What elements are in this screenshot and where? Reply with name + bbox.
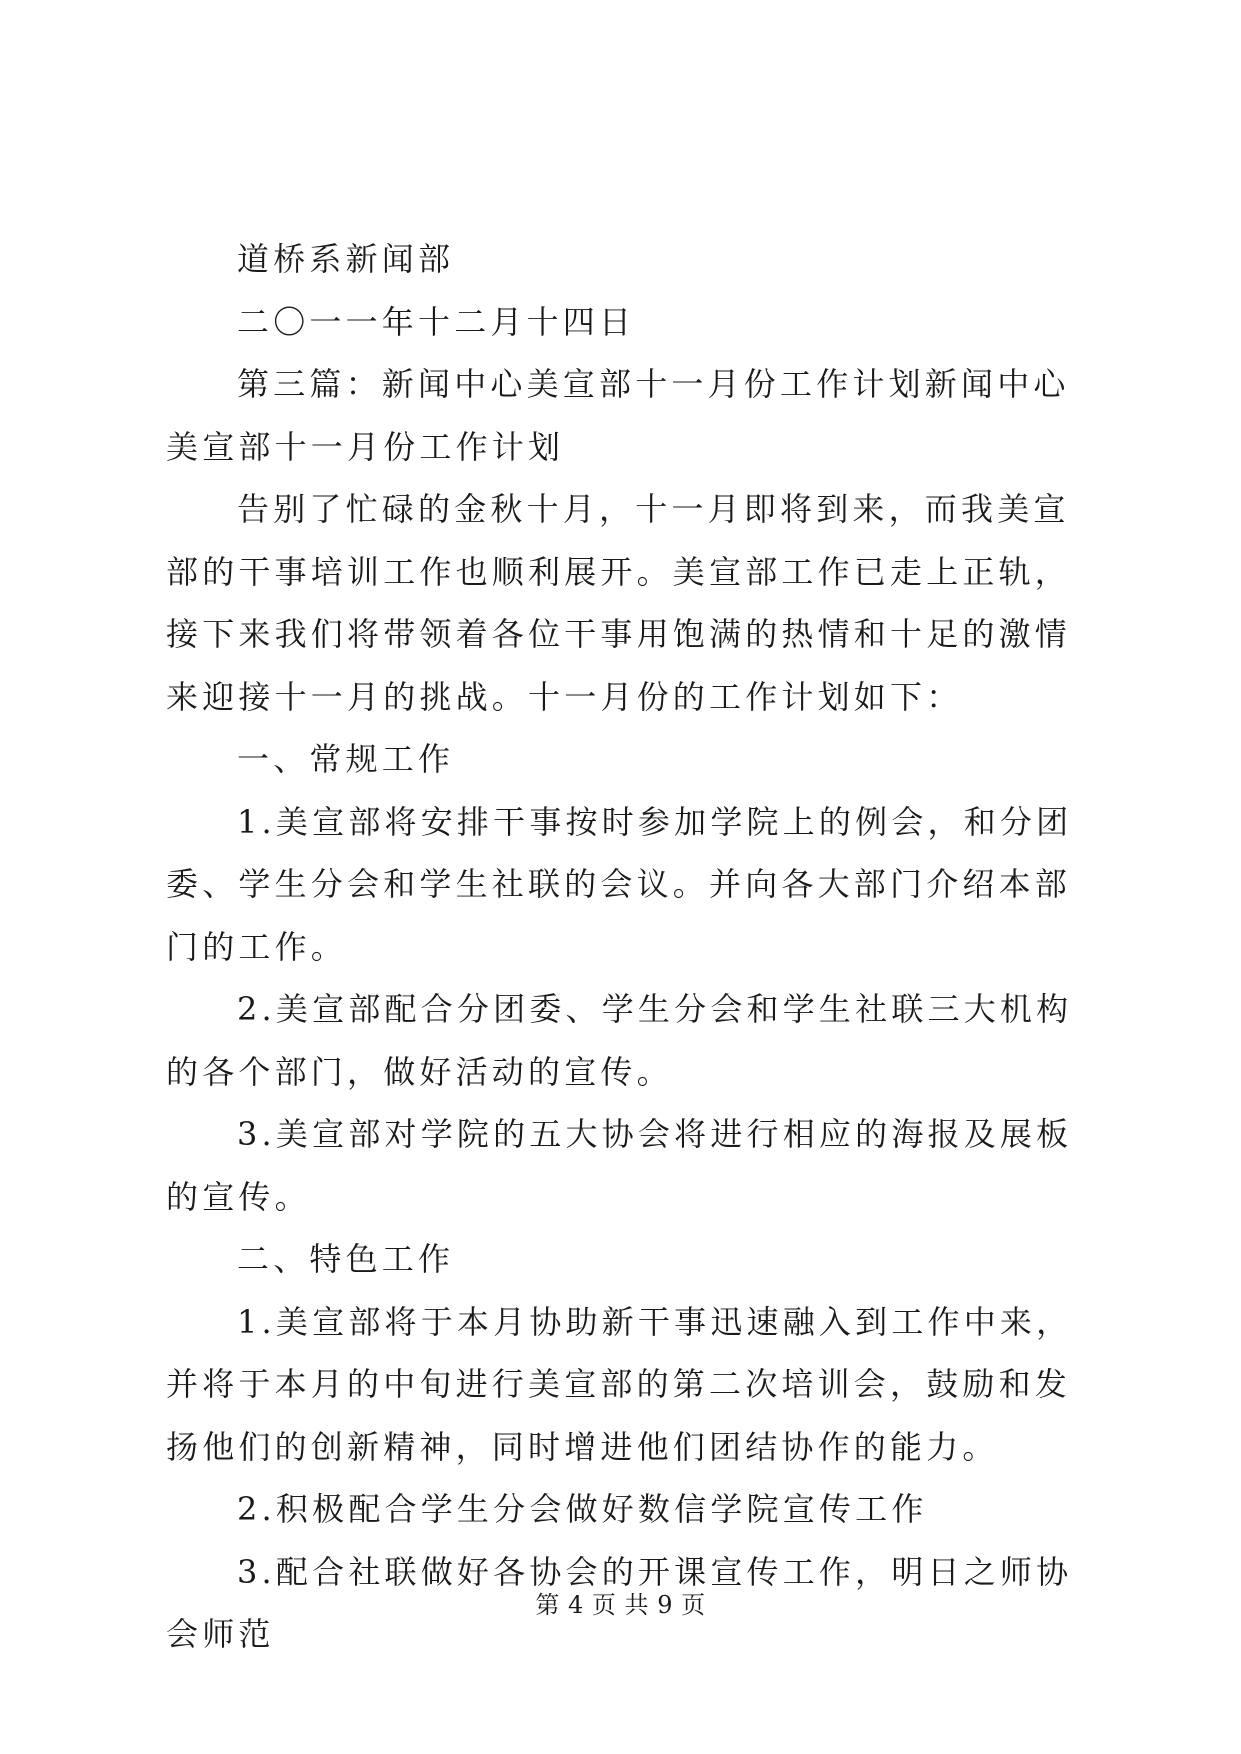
paragraph-special-3: 3.配合社联做好各协会的开课宣传工作，明日之师协会师范 (166, 1552, 1073, 1653)
heading-special-work: 二、特色工作 (237, 1240, 455, 1278)
heading-routine-work: 一、常规工作 (237, 740, 455, 778)
document-body (166, 228, 1076, 1666)
paragraph-special-1: 1.美宣部将于本月协助新干事迅速融入到工作中来，并将于本月的中旬进行美宣部的第二次培训会，鼓励和发扬他们的创新精神，同时增进他们团结协作的能力。 (166, 1302, 1073, 1466)
paragraph-department: 道桥系新闻部 (237, 240, 455, 278)
paragraph-routine-1: 1.美宣部将安排干事按时参加学院上的例会，和分团委、学生分会和学生社联的会议。并向各大部门介绍本部门的工作。 (166, 802, 1073, 966)
page-number-footer: 第 4 页 共 9 页 (535, 1591, 706, 1619)
paragraph-routine-3: 3.美宣部对学院的五大协会将进行相应的海报及展板的宣传。 (166, 1115, 1073, 1216)
paragraph-routine-2: 2.美宣部配合分团委、学生分会和学生社联三大机构的各个部门，做好活动的宣传。 (166, 990, 1073, 1091)
paragraph-section-title: 第三篇：新闻中心美宣部十一月份工作计划新闻中心美宣部十一月份工作计划 (166, 365, 1070, 466)
paragraph-date: 二〇一一年十二月十四日 (237, 302, 636, 341)
paragraph-special-2: 2.积极配合学生分会做好数信学院宣传工作 (237, 1490, 928, 1528)
paragraph-intro: 告别了忙碌的金秋十月，十一月即将到来，而我美宣部的干事培训工作也顺利展开。美宣部工作已走上正轨，接下来我们将带领着各位干事用饱满的热情和十足的激情来迎接十一月的挑战。十一月份的工作计划如下： (166, 490, 1072, 716)
